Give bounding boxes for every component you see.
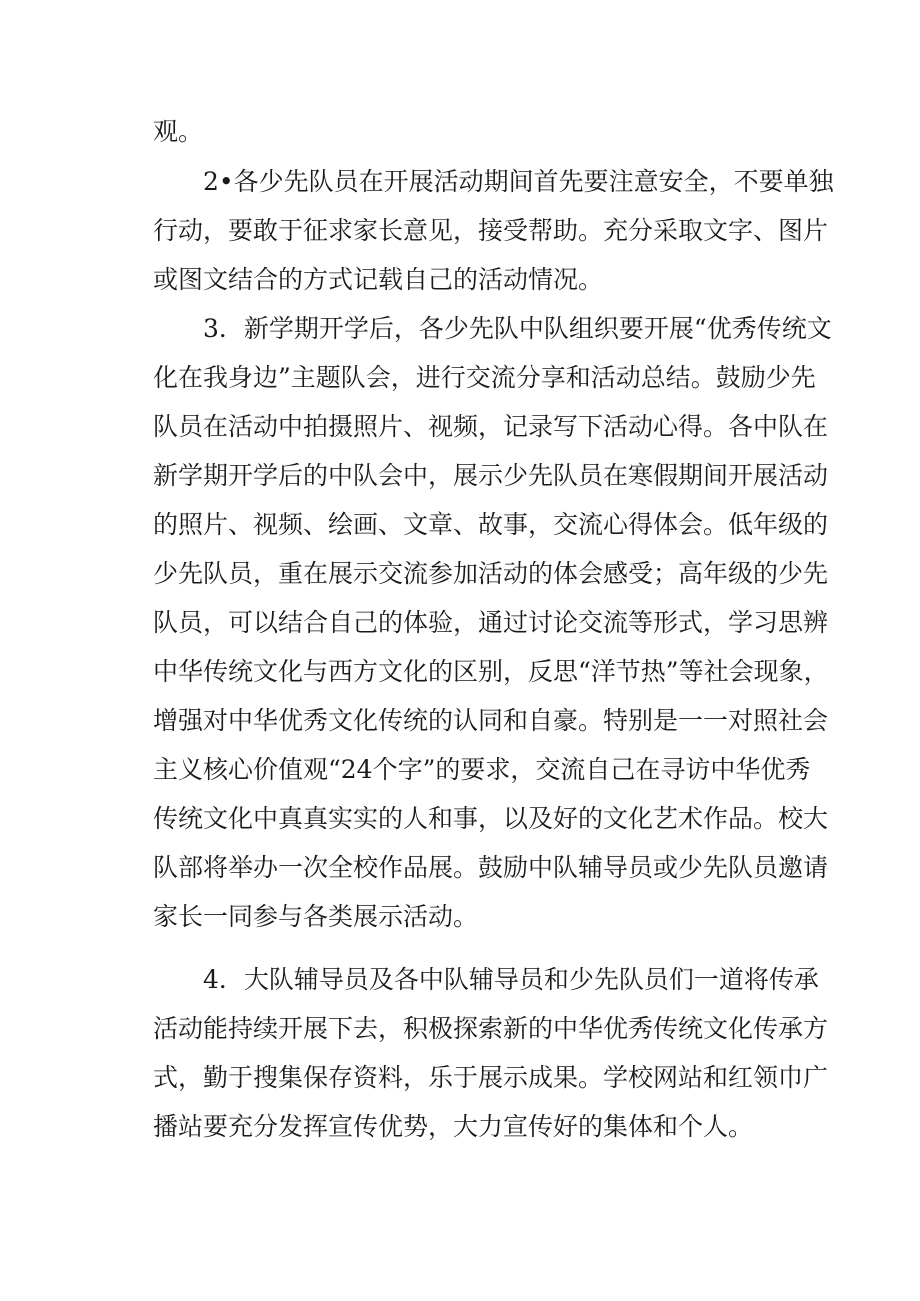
paragraph-line: 2•各少先队员在开展活动期间首先要注意安全，不要单独 — [203, 167, 834, 196]
paragraph-line: 队部将举办一次全校作品展。鼓励中队辅导员或少先队员邀请 — [153, 853, 829, 882]
paragraph-line: 家长一同参与各类展示活动。 — [153, 902, 479, 931]
paragraph-line: 观。 — [153, 117, 204, 146]
paragraph-line: 活动能持续开展下去，积极探索新的中华优秀传统文化传承方 — [153, 1014, 829, 1043]
paragraph-line: 化在我身边”主题队会，进行交流分享和活动总结。鼓励少先 — [153, 363, 816, 392]
paragraph-line: 传统文化中真真实实的人和事，以及好的文化艺术作品。校大 — [153, 804, 829, 833]
paragraph-line: 播站要充分发挥宣传优势，大力宣传好的集体和个人。 — [153, 1112, 754, 1141]
paragraph-line: 主义核心价值观“24个字”的要求，交流自己在寻访中华优秀 — [153, 755, 811, 784]
paragraph-line: 队员在活动中拍摄照片、视频，记录写下活动心得。各中队在 — [153, 412, 829, 441]
paragraph-line: 的照片、视频、绘画、文章、故事，交流心得体会。低年级的 — [153, 510, 829, 539]
paragraph-line: 3．新学期开学后，各少先队中队组织要开展“优秀传统文 — [203, 314, 832, 343]
paragraph-line: 少先队员，重在展示交流参加活动的体会感受；高年级的少先 — [153, 559, 829, 588]
paragraph-line: 行动，要敢于征求家长意见，接受帮助。充分采取文字、图片 — [153, 216, 829, 245]
paragraph-line: 新学期开学后的中队会中，展示少先队员在寒假期间开展活动 — [153, 461, 829, 490]
paragraph-line: 4．大队辅导员及各中队辅导员和少先队员们一道将传承 — [203, 965, 819, 994]
paragraph-line: 中华传统文化与西方文化的区别，反思“洋节热”等社会现象， — [153, 657, 829, 686]
paragraph-line: 队员，可以结合自己的体验，通过讨论交流等形式，学习思辨 — [153, 608, 829, 637]
paragraph-line: 式，勤于搜集保存资料，乐于展示成果。学校网站和红领巾广 — [153, 1063, 829, 1092]
paragraph-line: 增强对中华优秀文化传统的认同和自豪。特别是一一对照社会 — [153, 706, 829, 735]
paragraph-line: 或图文结合的方式记载自己的活动情况。 — [153, 265, 604, 294]
